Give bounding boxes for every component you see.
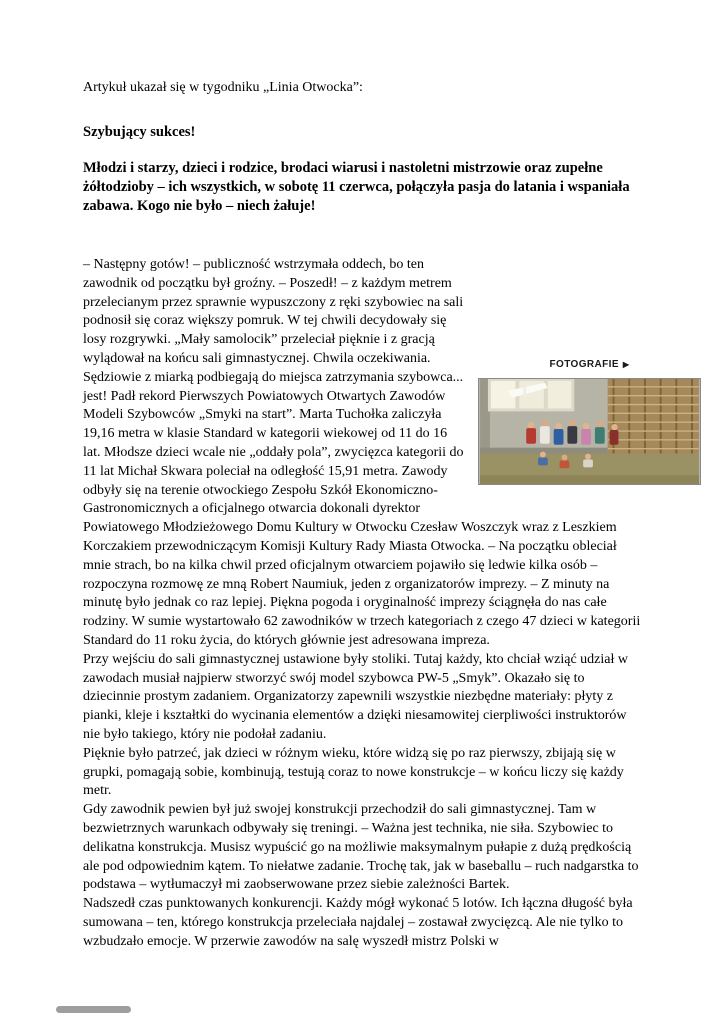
photo-label [478, 356, 701, 375]
article-title: Szybujący sukces! [83, 124, 196, 140]
arrow-right-icon: ▶ [622, 360, 630, 370]
gym-photo-illustration [479, 379, 700, 484]
body-paragraph: Gdy zawodnik pewien był już swojej konstrukcji przechodził do sali gimnastycznej. Tam w bezwietrznych warunkach odbywały się treningi. – Ważna jest technika, nie siła. Szybowiec to delikatna konstrukcja. Musisz wypuścić go na możliwie maksymalnym pułapie z dużą prędkością ale pod odpowiednim kątem. To niełatwe zadanie. Trochę tak, jak w baseballu – ruch nadgarstka to podstawa – wytłumaczył mi zaobserwowane przez siebie zależności Bartek. [83, 802, 639, 893]
body-paragraph: Pięknie było patrzeć, jak dzieci w różnym wieku, które widzą się po raz pierwszy, zbijają się w grupki, pomagają sobie, kombinują, testują coraz to nowe konstrukcje – w końcu liczy się każdy metr. [83, 745, 624, 799]
gym-photo [478, 378, 701, 485]
paragraph-text: – Następny gotów! – publiczność wstrzymała oddech, bo ten zawodnik od początku był groźny. – Poszedł! – z każdym metrem przelecianym przez sprawnie wypuszczony z ręki szybowiec na sali podnosił się coraz większy pomruk. W tej chwili decydowały się losy rozgrywki. „Mały samolocik” przeleciał pięknie i z gracją wylądował na końcu sali gimnastycznej. Chwila oczekiwania. Sędziowie z miarką podbiegają do miejsca zatrzymania szybowca... jest! Padł rekord Pierwszych Powiatowych Otwartych Zawodów Modeli Szybowców „Smyki na start”. Marta Tuchołka zaliczyła 19,16 metra w klasie Standard w kategorii wiekowej od 11 do 16 lat. Młodsze dzieci wcale nie „oddały pola”, zwycięzca kategorii do 11 lat Michał Skwara poleciał na odległość 15,91 metra. Zawody odbyły się na terenie otwockiego Zespołu Szkół Ekonomiczno-Gastronomicznych a oficjalnego otwarcia dokonali dyrektor Powiatowego Młodzieżowego Domu Kultury w Otwocku Czesław Woszczyk wraz z Leszkiem Korczakiem przewodniczącym Komisji Kultury Rady Miasta Otwocka. – Na początku obleciał mnie strach, bo na kilka chwil przed oficjalnym otwarciem pojawiło się ledwie kilka osób – rozpoczyna rozmowę ze mną Robert Naumiuk, jeden z organizatorów imprezy. – Z minuty na minutę było jednak co raz lepiej. Piękna pogoda i oryginalność imprezy ściągnęła do nas całe rodziny. W sumie wystartowało 62 zawodników w trzech kategoriach z czego 47 dzieci w kategorii Standard do 11 roku życia, do których głównie jest adresowana impreza. [83, 257, 641, 648]
body-paragraph: Nadszedł czas punktowanych konkurencji. Każdy mógł wykonać 5 lotów. Ich łączna długość była sumowana – ten, którego konstrukcja przeleciała najdalej – zostawał zwycięzcą. Ale nie tylko to wzbudzało emocje. W przerwie zawodów na salę wyszedł mistrz Polski w [83, 896, 633, 949]
source-note: Artykuł ukazał się w tygodniku „Linia Otwocka”: [83, 80, 363, 95]
photo-label-text: FOTOGRAFIE [549, 359, 619, 370]
body-paragraph: Przy wejściu do sali gimnastycznej ustawione były stoliki. Tutaj każdy, kto chciał wziąć udział w zawodach musiał najpierw stworzyć swój model szybowca PW-5 „Smyk”. Okazało się to dziecinnie prostym zadaniem. Organizatorzy zapewnili wszystkie niezbędne materiały: płyty z pianki, kleje i kształtki do wycinania elementów a dzięki niesamowitej cierpliwości instruktorów nie było takiego, który nie podołał zadaniu. [83, 651, 628, 742]
article-lead: Młodzi i starzy, dzieci i rodzice, brodaci wiarusi i nastoletni mistrzowie oraz zupełne żółtodzioby – ich wszystkich, w sobotę 11 czerwca, połączyła pasja do latania i wspaniała zabawa. Kogo nie było – niech żałuje! [83, 160, 630, 214]
horizontal-scrollbar-thumb[interactable] [56, 1006, 131, 1013]
body-paragraph [83, 256, 641, 651]
photo-figure [478, 256, 701, 485]
article-body [83, 256, 641, 951]
document-page [83, 78, 641, 951]
